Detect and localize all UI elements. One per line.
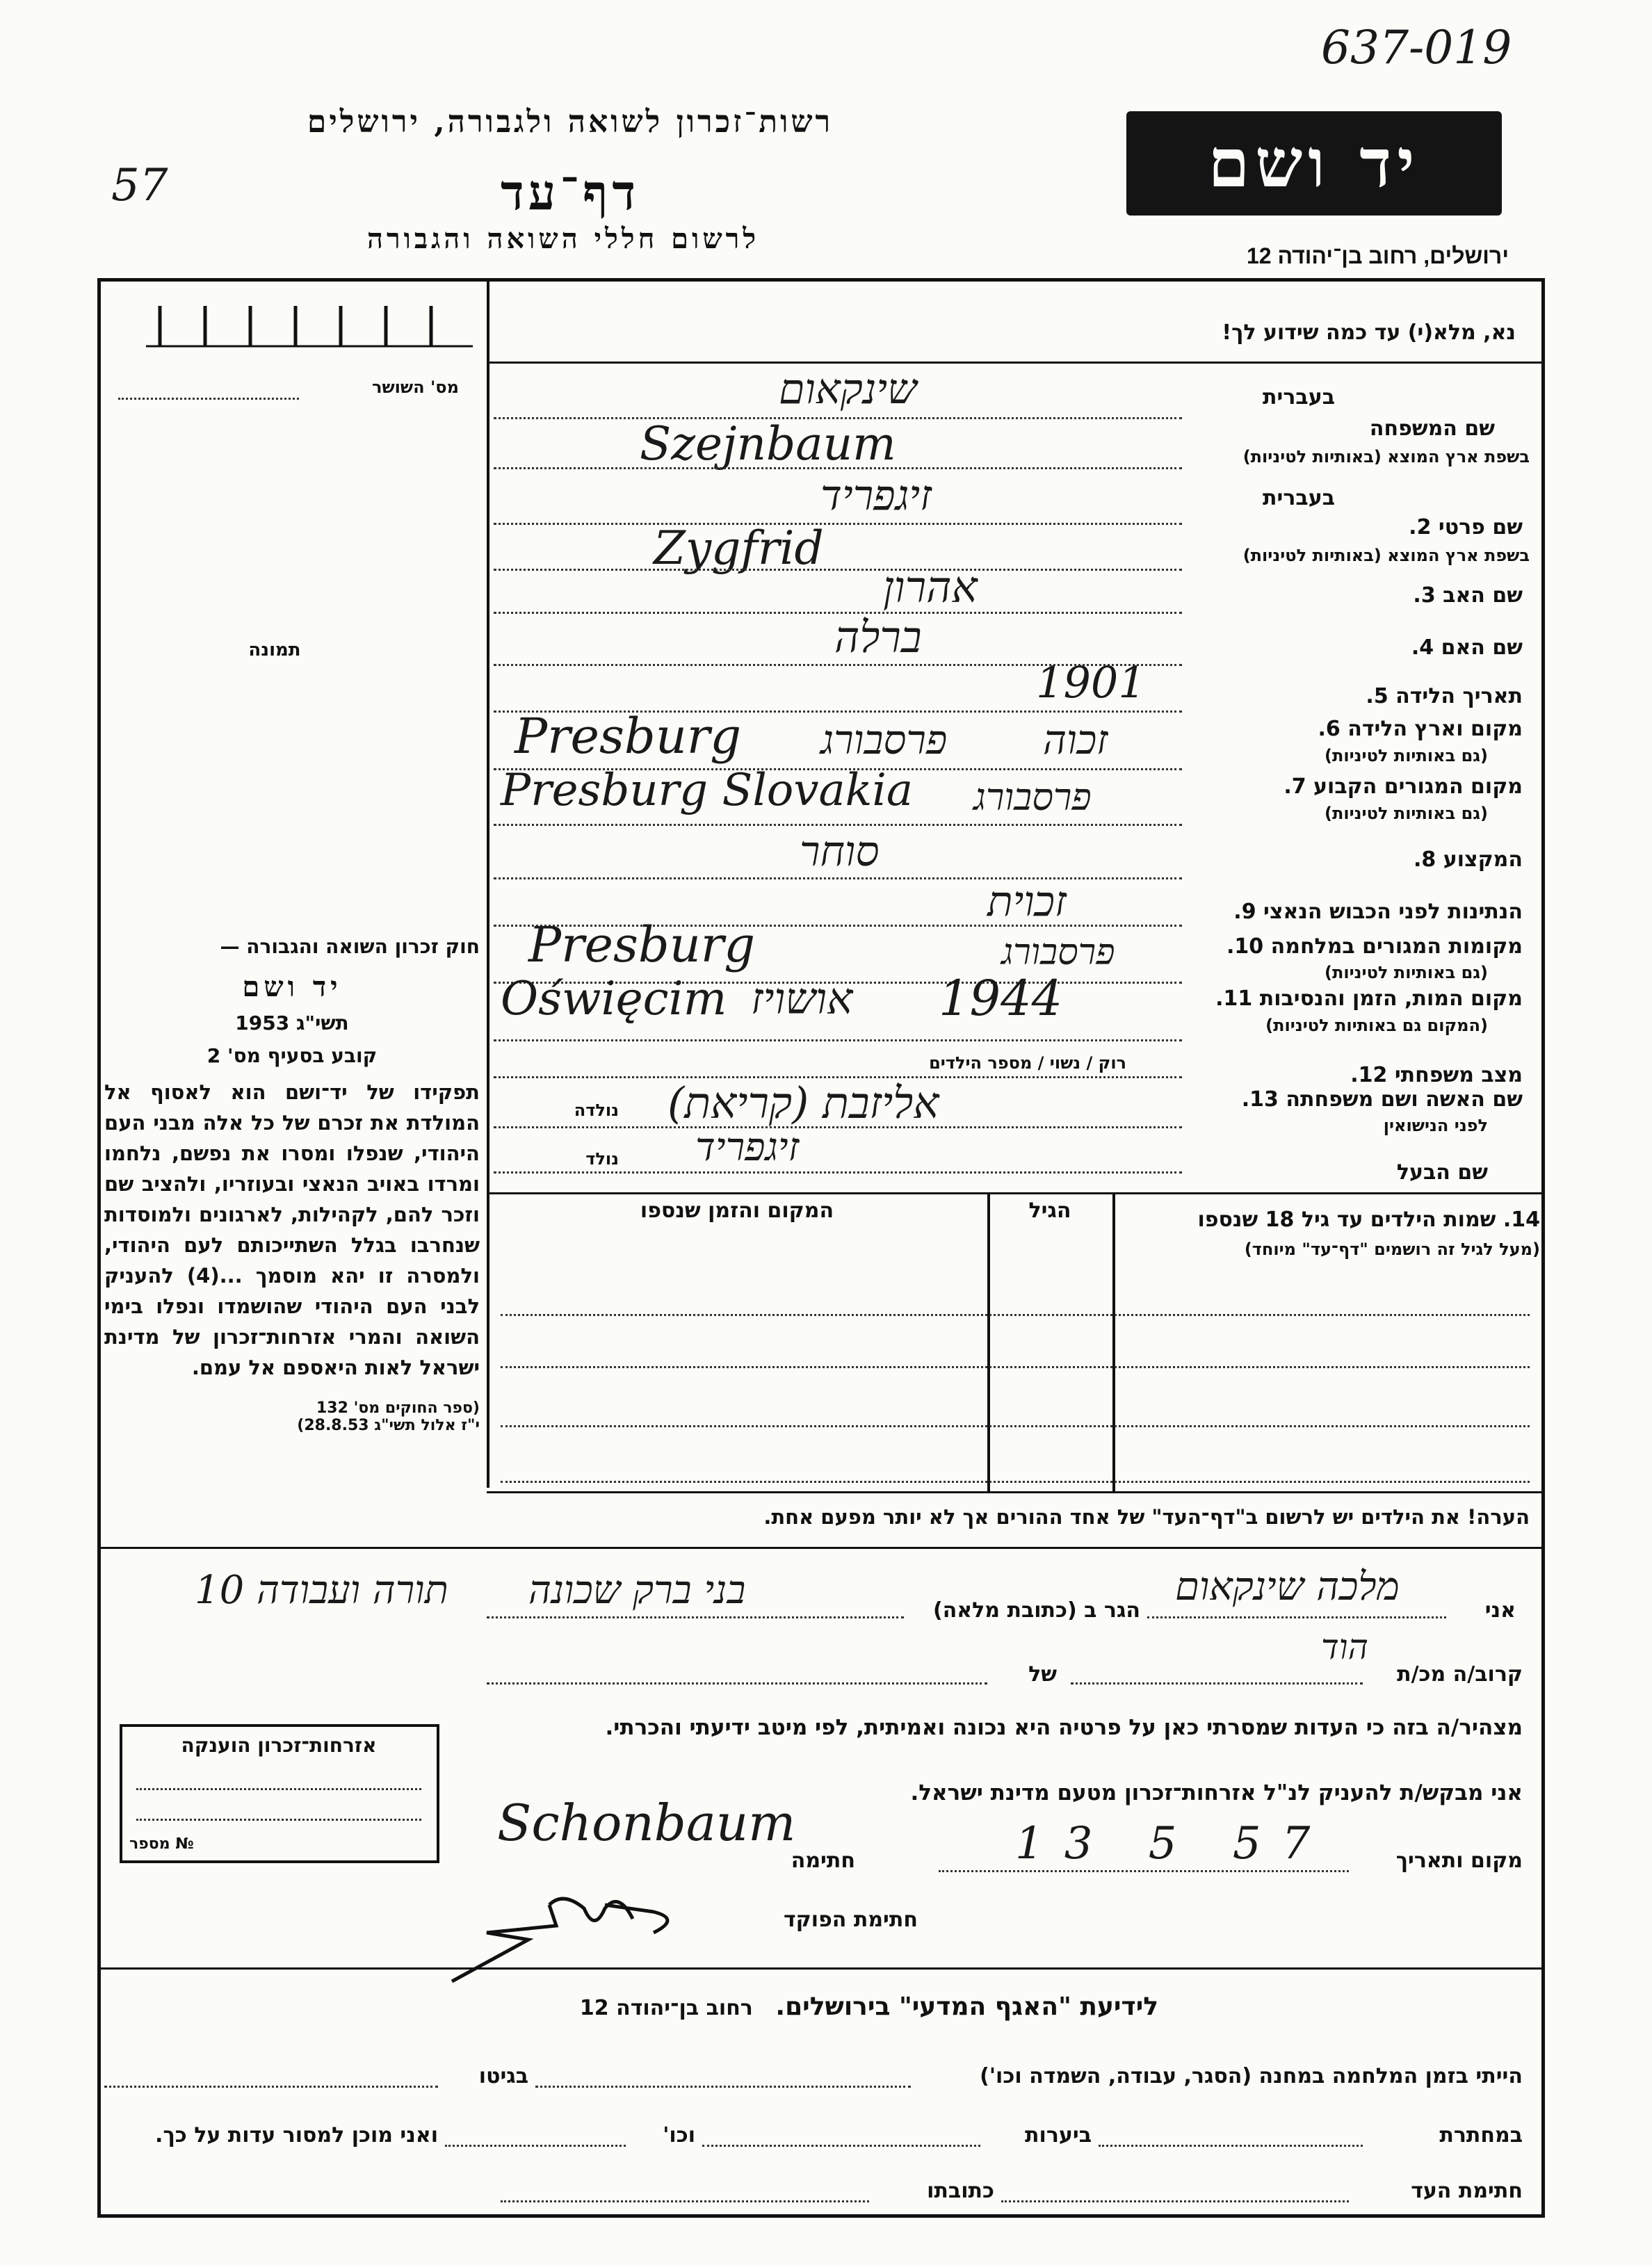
residence-hebrew: פרסבורג xyxy=(973,775,1092,819)
children-row-1 xyxy=(501,1314,1530,1316)
field-6-text: מקום וארץ הלידה xyxy=(1347,717,1523,741)
field-2-sub: בשפת ארץ המוצא (באותיות לטיניות) xyxy=(1242,546,1530,565)
field-11-text: מקום המות, הזמן והנסיבות xyxy=(1259,987,1523,1011)
field-8-num: 8. xyxy=(1413,847,1436,872)
birthplace-hebrew: פרסבורג xyxy=(820,716,948,763)
line-1b xyxy=(494,467,1182,469)
children-row-2 xyxy=(501,1366,1530,1368)
form-title: דף־עד xyxy=(500,163,640,221)
field-11-num: 11. xyxy=(1215,987,1253,1011)
field-7-num: 7. xyxy=(1283,774,1306,799)
note-text: את הילדים יש לרשום ב"דף־העד" של אחד ההורים אך לא יותר מפעם אחת. xyxy=(763,1505,1461,1529)
cert-number-line xyxy=(118,398,299,400)
relation-value: הוד xyxy=(1321,1627,1368,1667)
cert-box-number: מספר № xyxy=(129,1835,194,1853)
father-name: אהרון xyxy=(883,562,978,612)
yad-vashem-logo xyxy=(1126,111,1502,216)
request: אני מבקש/ת להעניק לנ"ל אזרחות־זכרון מטעם מדינת ישראל. xyxy=(910,1780,1523,1805)
field-2-num: 2. xyxy=(1409,515,1432,539)
field-2-text: שם פרטי xyxy=(1438,515,1523,539)
field-7-text: מקום המגורים הקבוע xyxy=(1313,774,1523,799)
column-divider xyxy=(487,278,489,1488)
field-1-label xyxy=(1196,417,1495,441)
note xyxy=(487,1505,1530,1529)
field-6-label xyxy=(1196,717,1523,741)
footer-ghetto: בגיטו xyxy=(478,2064,528,2088)
margin-number: 57 xyxy=(111,160,168,211)
footer-etc: וכו' xyxy=(663,2123,695,2148)
in-hebrew-label-1: בעברית xyxy=(1263,385,1335,409)
field-13-num: 13. xyxy=(1241,1087,1279,1112)
field-1-text: שם המשפחה xyxy=(1369,416,1495,441)
field-5-num: 5. xyxy=(1366,684,1388,708)
footer-witness-rule xyxy=(1001,2200,1349,2202)
field-12-text: מצב משפחתי xyxy=(1394,1063,1523,1087)
declarant-name: מלכה שינקאום xyxy=(1175,1564,1400,1609)
logo-text: יד ושם xyxy=(1208,124,1420,202)
row-rule-0 xyxy=(487,362,1544,364)
cert-number-ticks xyxy=(146,306,473,348)
children-row-3 xyxy=(501,1425,1530,1427)
line-11 xyxy=(494,1039,1182,1041)
statement: מצהיר/ה בזה כי העדות שמסרתי כאן על פרטיה היא נכונה ואמיתית, לפי מיטב ידיעתי והכרתי. xyxy=(605,1715,1523,1740)
footer-forests: ביערות xyxy=(1025,2123,1092,2148)
first-name-hebrew: זיגפריד xyxy=(820,471,932,520)
children-col-2 xyxy=(1112,1192,1115,1491)
footer-willing: ואני מוכן למסור עדות על כך. xyxy=(155,2123,438,2148)
archive-number: 637-019 xyxy=(1321,21,1512,74)
first-name-latin: Zygfrid xyxy=(654,521,824,575)
field-8-text: המקצוע xyxy=(1443,847,1523,872)
footer-rule xyxy=(97,1967,1545,1970)
footer-underground: במחתרת xyxy=(1439,2123,1523,2148)
footer-heading xyxy=(417,1992,1321,2021)
residence-latin: Presburg Slovakia xyxy=(501,765,914,816)
footer-etc-rule xyxy=(445,2145,626,2147)
residing-label: הגר ב (כתובת מלאה) xyxy=(932,1598,1140,1623)
field-5-label xyxy=(1196,685,1523,708)
field-10-sub: (גם באותיות לטיניות) xyxy=(1325,963,1488,982)
field-10-num: 10. xyxy=(1226,934,1264,959)
husband-born-tag: נולד xyxy=(585,1149,619,1169)
note-rule xyxy=(97,1547,1545,1549)
header-address: ירושלים, רחוב בן־יהודה 12 xyxy=(1246,243,1509,268)
footer-underground-rule xyxy=(1099,2145,1363,2147)
line-8 xyxy=(494,877,1182,879)
field-10-label xyxy=(1196,935,1523,959)
family-name-latin: Szejnbaum xyxy=(640,417,896,471)
field-12-num: 12. xyxy=(1350,1063,1388,1087)
wartime-latin: Presburg xyxy=(528,916,756,973)
field-5-text: תאריך הלידה xyxy=(1395,684,1523,708)
cert-box-title: אזרחות־זכרון הוענקה xyxy=(181,1734,377,1757)
field-8-label xyxy=(1196,848,1523,872)
family-name-hebrew: שינקאום xyxy=(779,365,917,414)
children-col-1 xyxy=(987,1192,990,1491)
law-block xyxy=(104,935,480,1434)
death-place-hebrew: אושויז xyxy=(751,973,853,1024)
officer-signature xyxy=(445,1877,695,1988)
field-6-sub: (גם באותיות לטיניות) xyxy=(1325,746,1488,765)
declaration-i: אני xyxy=(1484,1598,1516,1623)
signature-value: Schonbaum xyxy=(497,1794,796,1852)
decl-address-line xyxy=(487,1616,904,1618)
children-table-top xyxy=(487,1192,1544,1194)
law-text: תפקידו של יד־ושם הוא לאסוף אל המולדת את זכרם של כל אלה מבני העם היהודי, שנפלו ומסרו את נפשם, נלחמו ומרדו באויב הנאצי ובעוזריו, ולהציב שם וזכר להם, לקהילות, לארגונים ולמוסדות שנחרבו בגלל השתייכותם לעם היהודי, ולמסרה זו יהא מוסמך ...(4) להעניק לבני העם היהודי שהושמדו ונפלו בימי השואה והמרי אזרחות־זכרון של מדינת ישראל לאות היאספם אל עמם. xyxy=(104,1080,480,1379)
birthplace-prefix: זכוה xyxy=(1043,716,1108,763)
law-date: י"ז אלול תשי"ג 28.8.53) xyxy=(297,1417,480,1434)
field-13-label xyxy=(1196,1088,1523,1112)
line-2a xyxy=(494,523,1182,525)
law-logo: יד ושם xyxy=(242,971,342,1003)
footer-address: רחוב בן־יהודה 12 xyxy=(579,1996,753,2020)
place-date-label: מקום ותאריך xyxy=(1395,1849,1523,1873)
law-ref: (ספר החוקים מס' 132 xyxy=(316,1399,480,1417)
husband-name: זיגפריד xyxy=(695,1125,800,1170)
officer-label: חתימת הפוקד xyxy=(784,1908,918,1932)
field-9-num: 9. xyxy=(1233,900,1256,924)
of-line xyxy=(487,1682,987,1684)
footer-ghetto-rule xyxy=(104,2086,438,2088)
in-hebrew-label-2: בעברית xyxy=(1263,486,1335,510)
children-table-bottom xyxy=(487,1491,1544,1493)
line-husband xyxy=(494,1171,1182,1174)
cert-number-label: מס' השושר xyxy=(372,377,459,397)
birthplace-latin: Presburg xyxy=(515,708,742,765)
place-time-header: המקום והזמן שנספו xyxy=(640,1199,834,1223)
of-label: של xyxy=(1028,1662,1057,1687)
husband-label: שם הבעל xyxy=(1396,1160,1488,1185)
age-header: הגיל xyxy=(1028,1199,1071,1223)
field-9-label xyxy=(1196,900,1523,924)
birth-year: 1901 xyxy=(1036,657,1146,708)
death-year: 1944 xyxy=(939,970,1063,1027)
mother-name: ברלה xyxy=(834,612,922,663)
field-13-text: שם האשה ושם משפחתה xyxy=(1286,1087,1523,1112)
law-title: חוק זכרון השואה והגבורה — xyxy=(220,935,480,958)
photo-label: תמונה xyxy=(248,640,301,660)
field-9-text: הנתינות לפני הכבוש הנאצי xyxy=(1263,900,1523,924)
date-line xyxy=(939,1870,1349,1872)
children-row-4 xyxy=(501,1481,1530,1483)
date-value: 13 5 57 xyxy=(1015,1818,1331,1869)
line-7 xyxy=(494,824,1182,826)
relative-line xyxy=(1071,1682,1363,1684)
footer-line-1: הייתי בזמן המלחמה במחנה (הסגר, עבודה, השמדה וכו') xyxy=(980,2064,1523,2088)
field-4-text: שם האם xyxy=(1441,635,1523,660)
field-7-sub: (גם באותיות לטיניות) xyxy=(1325,804,1488,823)
footer-address-rule xyxy=(501,2200,869,2202)
field-3-num: 3. xyxy=(1413,583,1436,608)
footer-line-1-rule xyxy=(535,2086,911,2088)
field-3-label xyxy=(1196,584,1523,608)
children-sub: (מעל לגיל זה רושמים "דף־עד" מיוחד) xyxy=(1244,1240,1540,1259)
cert-box-line-1 xyxy=(136,1788,421,1790)
law-year: תשי"ג 1953 xyxy=(235,1012,349,1034)
address-value: בני ברק שכונה xyxy=(528,1568,746,1613)
marital-options: רוק / נשוי / מספר הילדים xyxy=(929,1053,1126,1073)
field-7-label xyxy=(1196,775,1523,799)
decl-name-line xyxy=(1147,1616,1446,1618)
field-11-sub: (המקום גם באותיות לטיניות) xyxy=(1265,1016,1488,1035)
org-line: רשות־זכרון לשואה ולגבורה, ירושלים xyxy=(307,104,834,140)
citizenship: זכוית xyxy=(987,877,1067,926)
form-subtitle: לרשום חללי השואה והגבורה xyxy=(366,222,760,255)
children-label: 14. שמות הילדים עד גיל 18 שנספו xyxy=(1197,1208,1540,1232)
field-2-label xyxy=(1196,516,1523,539)
memorial-citizenship-box xyxy=(120,1724,439,1863)
note-label: הערה! xyxy=(1467,1505,1530,1529)
field-4-label xyxy=(1196,636,1523,660)
cert-box-line-2 xyxy=(136,1819,421,1821)
wife-born-tag: נולדה xyxy=(574,1101,619,1120)
line-2b xyxy=(494,569,1182,571)
wife-name: אליזבת (קריאת) xyxy=(667,1078,939,1128)
death-place-latin: Oświęcim xyxy=(501,972,727,1025)
law-clause: קובע בסעיף מס' 2 xyxy=(206,1044,378,1067)
field-10-text: מקומות המגורים במלחמה xyxy=(1270,934,1523,959)
address-cont: תורה ועבודה 10 xyxy=(195,1568,448,1613)
footer-forests-rule xyxy=(702,2145,980,2147)
field-11-label xyxy=(1196,987,1523,1011)
field-3-text: שם האב xyxy=(1443,583,1523,608)
relative-label: קרוב/ה מכ/ת xyxy=(1397,1662,1523,1687)
footer-witness-sig: חתימת העד xyxy=(1411,2179,1523,2203)
field-13-sub: לפני הנישואין xyxy=(1383,1116,1488,1135)
occupation: סוחר xyxy=(800,827,880,876)
field-12-label xyxy=(1196,1064,1523,1087)
instruction: נא, מלא(י) עד כמה שידוע לך! xyxy=(1222,320,1516,345)
footer-witness-address: כתובתו xyxy=(927,2179,994,2203)
line-13 xyxy=(494,1126,1182,1128)
field-4-num: 4. xyxy=(1411,635,1434,660)
wartime-hebrew: פרסבורג xyxy=(1001,932,1115,973)
footer-title: לידיעת "האגף המדעי" בירושלים. xyxy=(775,1992,1159,2021)
signature-label: חתימה xyxy=(791,1849,855,1873)
field-6-num: 6. xyxy=(1318,717,1341,741)
field-1-sub: בשפת ארץ המוצא (באותיות לטיניות) xyxy=(1242,447,1530,466)
